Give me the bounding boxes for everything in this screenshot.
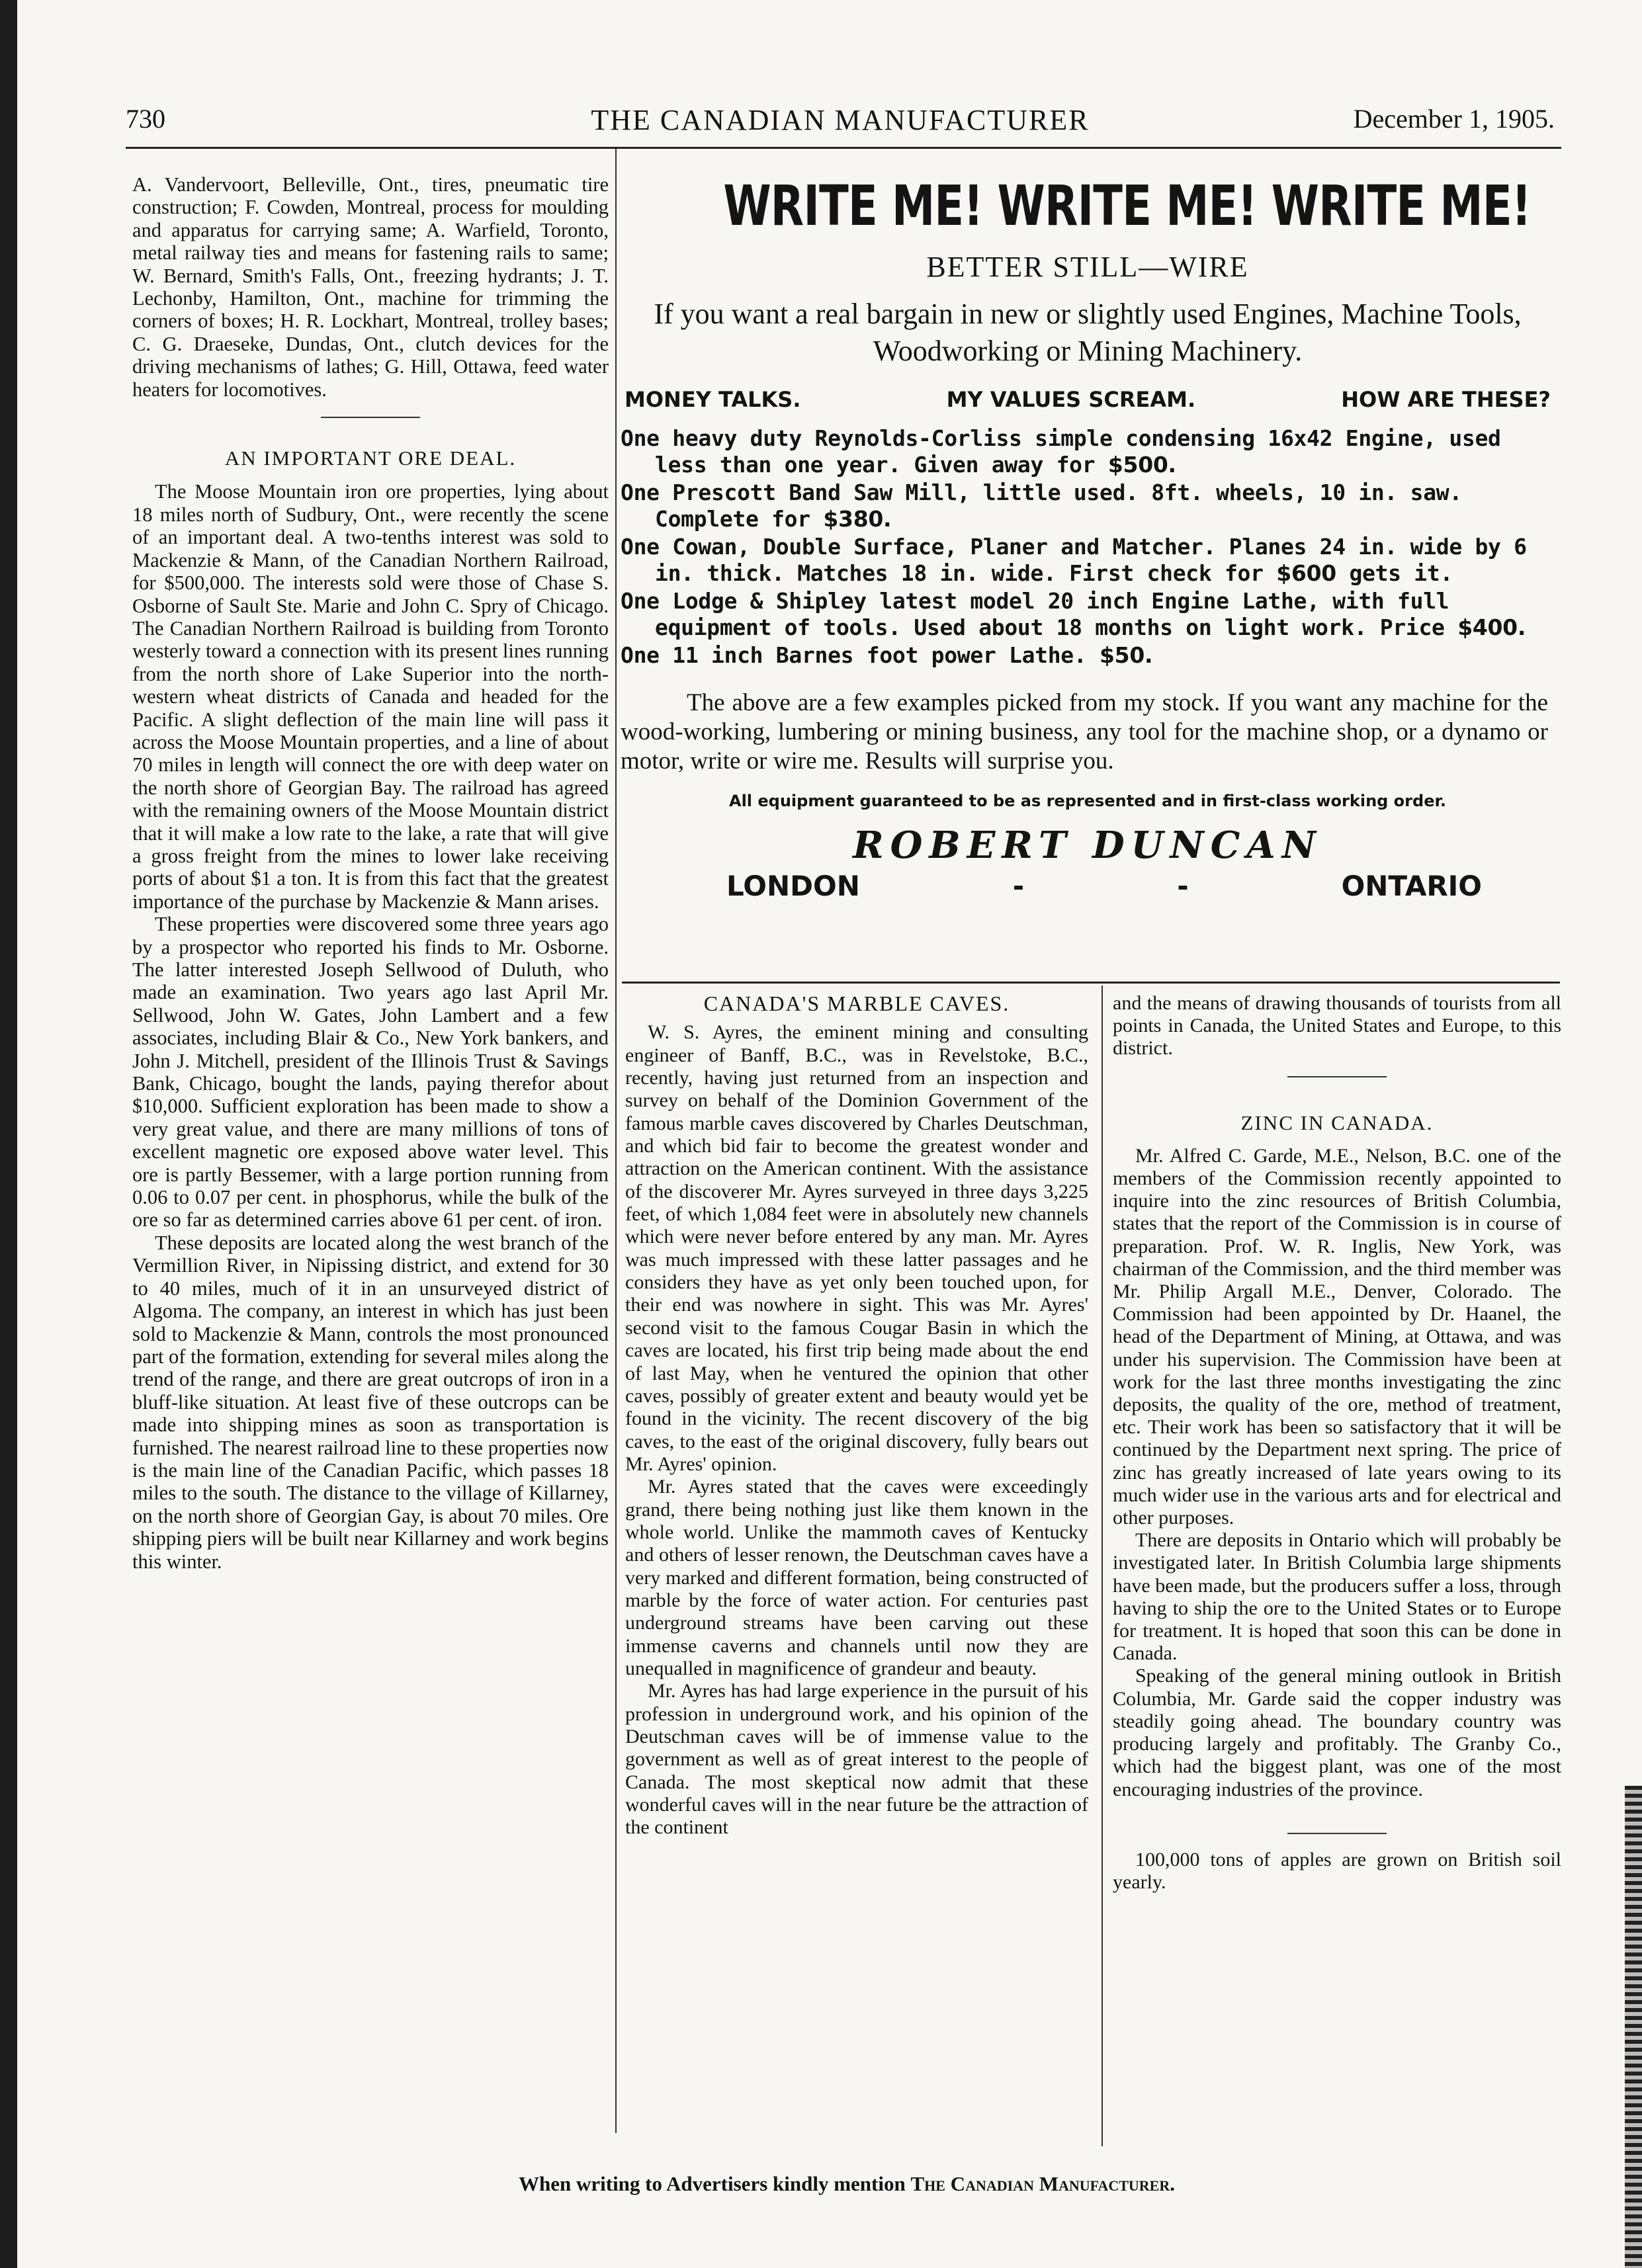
- section-divider: [1287, 1833, 1387, 1834]
- advertiser-name: ROBERT DUNCAN: [853, 823, 1322, 867]
- footer-text: When writing to Advertisers kindly mention: [519, 2172, 911, 2195]
- issue-date: December 1, 1905.: [1353, 104, 1555, 134]
- page-number: 730: [126, 104, 165, 134]
- ad-item-price: $380.: [823, 506, 892, 532]
- ad-item-price: $600: [1276, 560, 1336, 586]
- ad-item-text: One heavy duty Reynolds-Corliss simple condensing 16x42 Engine, used less than one year. Given away for: [621, 425, 1501, 478]
- ad-item-text: One Cowan, Double Surface, Planer and Matcher. Planes 24 in. wide by 6 in. thick. Matches 18 in. wide. First check for: [621, 534, 1527, 586]
- footer-publication: The Canadian Manufacturer.: [910, 2172, 1175, 2195]
- advertisement: [621, 153, 1555, 980]
- marble-caves-heading: CANADA'S MARBLE CAVES.: [703, 991, 1010, 1015]
- binding-edge: [1625, 1786, 1642, 2268]
- ad-slogan: MY VALUES SCREAM.: [946, 387, 1196, 412]
- location-dash: -: [1177, 870, 1189, 902]
- patents-paragraph: A. Vandervoort, Belleville, Ont., tires, pneumatic tire construction; F. Cowden, Montreal, process for moulding and apparatus for carrying same; A. Warfield, Toronto, metal railway ties and means for fastening rails to same; W. Bernard, Smith's Falls, Ont., freezing hydrants; J. T. Lechonby, Hamilton, Ont., machine for trimming the corners of boxes; H. R. Lockhart, Montreal, trolley bases; C. G. Draeseke, Dundas, Ont., clutch devices for the driving mechanisms of lathes; G. Hill, Ottawa, feed water heaters for locomotives.: [132, 173, 609, 401]
- ad-item-price: $50.: [1100, 642, 1153, 668]
- section-divider: [1287, 1076, 1387, 1077]
- apples-note: 100,000 tons of apples are grown on British soil yearly.: [1113, 1848, 1561, 1893]
- ore-paragraph: These properties were discovered some three years ago by a prospector who reported his finds to Mr. Osborne. The latter interested Joseph Sellwood of Duluth, who made an examination. Two years ago last April Mr. Sellwood, John W. Gates, John Lambert and a few associates, including Blair & Co., New York bankers, and John J. Mitchell, president of the Illinois Trust & Savings Bank, Chicago, bought the lands, paying therefor about $10,000. Sufficient exploration has been made to show a very great value, and there are many millions of tons of excellent magnetic ore exposed above water level. This ore is partly Bessemer, with a large portion running from 0.06 to 0.07 per cent. in phosphorus, while the bulk of the ore so far as determined carries above 61 per cent. of iron.: [132, 913, 609, 1232]
- ad-slogans: [621, 387, 1555, 412]
- page-edge-bar: [0, 0, 17, 2268]
- column-divider: [1102, 986, 1103, 2146]
- caves-continuation: and the means of drawing thousands of tourists from all points in Canada, the United States and Europe, to this district.: [1113, 992, 1561, 1060]
- advertiser-province: ONTARIO: [1341, 870, 1482, 902]
- ad-subhead: BETTER STILL—WIRE: [926, 251, 1249, 283]
- ad-bottom-rule: [622, 982, 1560, 984]
- ad-slogan: HOW ARE THESE?: [1341, 387, 1551, 412]
- middle-column: [625, 992, 1088, 1839]
- zinc-heading: ZINC IN CANADA.: [1240, 1111, 1434, 1134]
- ad-item-text: One Prescott Band Saw Mill, little used. 8ft. wheels, 10 in. saw. Complete for: [621, 480, 1462, 532]
- ore-deal-heading: AN IMPORTANT ORE DEAL.: [224, 446, 517, 470]
- ad-item: [621, 588, 1555, 641]
- page-header: [126, 99, 1555, 146]
- ad-headline: WRITE ME! WRITE ME! WRITE ME!: [723, 173, 1531, 238]
- advertiser-location: [621, 870, 1555, 902]
- location-dash: -: [1012, 870, 1025, 902]
- caves-paragraph: Mr. Ayres stated that the caves were exceedingly grand, there being nothing just like them known in the whole world. Unlike the mammoth caves of Kentucky and others of lesser renown, the Deutschman caves have a very marked and different formation, being constructed of marble by the force of water action. For centuries past underground streams have been carving out these immense caverns and channels until now they are unequalled in magnificence of grandeur and beauty.: [625, 1476, 1088, 1679]
- ad-item-price: $500.: [1107, 452, 1176, 478]
- zinc-paragraph: Mr. Alfred C. Garde, M.E., Nelson, B.C. one of the members of the Commission recently appointed to inquire into the zinc resources of British Columbia, states that the report of the Commission is in course of preparation. Prof. W. R. Inglis, New York, was chairman of the Commission, and the third member was Mr. Philip Argall M.E., Denver, Colorado. The Commission had been appointed by Dr. Haanel, the head of the Department of Mining, at Ottawa, and was under his supervision. The Commission have been at work for the last three months investigating the zinc deposits, the quality of the ore, method of treatment, etc. Their work has been so satisfactory that it will be continued by the Department next spring. The price of zinc has greatly increased of late years owing to its much wider use in the various arts and for electrical and other purposes.: [1113, 1144, 1561, 1529]
- column-divider: [615, 149, 617, 2133]
- ad-guarantee: All equipment guaranteed to be as represented and in first-class working order.: [729, 792, 1446, 810]
- ore-paragraph: These deposits are located along the west branch of the Vermillion River, in Nipissing district, and extend for 30 to 40 miles, much of it in an unsurveyed district of Algoma. The company, an interest in which has just been sold to Mackenzie & Mann, controls the most pronounced part of the formation, extending for several miles along the trend of the range, and there are great outcrops of iron in a bluff-like situation. At least five of these outcrops can be made into shipping mines as soon as transportation is furnished. The nearest railroad line to these properties now is the main line of the Canadian Pacific, which passes 18 miles to the south. The distance to the village of Killarney, on the north shore of Georgian Gay, is about 70 miles. Ore shipping piers will be built near Killarney and work begins this winter.: [132, 1231, 609, 1573]
- ad-item-text: One 11 inch Barnes foot power Lathe.: [621, 642, 1100, 668]
- advertiser-city: LONDON: [726, 870, 860, 902]
- zinc-paragraph: Speaking of the general mining outlook in British Columbia, Mr. Garde said the copper industry was steadily going ahead. The boundary country was producing largely and profitably. The Granby Co., which had the biggest plant, was one of the most encouraging industries of the province.: [1113, 1665, 1561, 1800]
- header-rule: [126, 147, 1561, 149]
- ad-item: [621, 642, 1555, 669]
- zinc-paragraph: There are deposits in Ontario which will probably be investigated later. In British Columbia large shipments have been made, but the producers suffer a loss, through having to ship the ore to the United States or to Europe for treatment. It is hoped that soon this can be done in Canada.: [1113, 1529, 1561, 1665]
- section-divider: [321, 417, 420, 418]
- caves-paragraph: Mr. Ayres has had large experience in the pursuit of his profession in underground work, and his opinion of the Deutschman caves will be of immense value to the government as well as of great interest to the people of Canada. The most skeptical now admit that these wonderful caves will in the near future be the attraction of the continent: [625, 1680, 1088, 1839]
- left-column: [132, 173, 609, 1573]
- ad-intro: If you want a real bargain in new or slightly used Engines, Machine Tools, Woodworking or Mining Machinery.: [654, 298, 1522, 367]
- ad-item: [621, 534, 1555, 587]
- ad-item: [621, 425, 1555, 478]
- ad-item: [621, 480, 1555, 532]
- ad-item-suffix: gets it.: [1336, 560, 1453, 586]
- ad-closing: The above are a few examples picked from my stock. If you want any machine for the wood-working, lumbering or mining business, any tool for the machine shop, or a dynamo or motor, write or wire me. Results will surprise you.: [621, 689, 1548, 775]
- ad-item-list: [621, 425, 1555, 669]
- ad-slogan: MONEY TALKS.: [625, 387, 801, 412]
- ore-paragraph: The Moose Mountain iron ore properties, lying about 18 miles north of Sudbury, Ont., were recently the scene of an important deal. A two-tenths interest was sold to Mackenzie & Mann, of the Canadian Northern Railroad, for $500,000. The interests sold were those of Chase S. Osborne of Sault Ste. Marie and John C. Spry of Chicago. The Canadian Northern Railroad is building from Toronto westerly toward a connection with its present lines running from the north shore of Lake Superior into the north-western wheat districts of Canada and headed for the Pacific. A slight deflection of the main line will pass it across the Moose Mountain properties, and a line of about 70 miles in length will connect the ore with deep water on the north shore of Georgian Bay. The railroad has agreed with the remaining owners of the Moose Mountain district that it will make a low rate to the lake, a rate that will give a gross freight from the mines to lower lake receiving ports of about $1 a ton. It is from this fact that the greatest importance of the purchase by Mackenzie & Mann arises.: [132, 480, 609, 913]
- publication-title: THE CANADIAN MANUFACTURER: [591, 104, 1090, 136]
- right-column: [1113, 992, 1561, 1894]
- caves-paragraph: W. S. Ayres, the eminent mining and consulting engineer of Banff, B.C., was in Revelstoke, B.C., recently, having just returned from an inspection and survey on behalf of the Dominion Government of the famous marble caves discovered by Charles Deutschman, and which bid fair to become the greatest wonder and attraction on the American continent. With the assistance of the discoverer Mr. Ayres surveyed in three days 3,225 feet, of which 1,084 feet were in absolutely new channels which were never before entered by any man. Mr. Ayres was much impressed with these latter passages and he considers they have as yet only been touched upon, for their end was nowhere in sight. This was Mr. Ayres' second visit to the famous Cougar Basin in which the caves are located, his first trip being made about the end of last May, when he ventured the opinion that other caves, possibly of greater extent and beauty would yet be found in the vicinity. The recent discovery of the big caves, to the east of the original discovery, fully bears out Mr. Ayres' opinion.: [625, 1021, 1088, 1475]
- ad-item-text: One Lodge & Shipley latest model 20 inch Engine Lathe, with full equipment of tools. Used about 18 months on light work. Price: [621, 588, 1458, 640]
- page-footer: [132, 2172, 1561, 2196]
- ad-item-price: $400.: [1457, 614, 1526, 640]
